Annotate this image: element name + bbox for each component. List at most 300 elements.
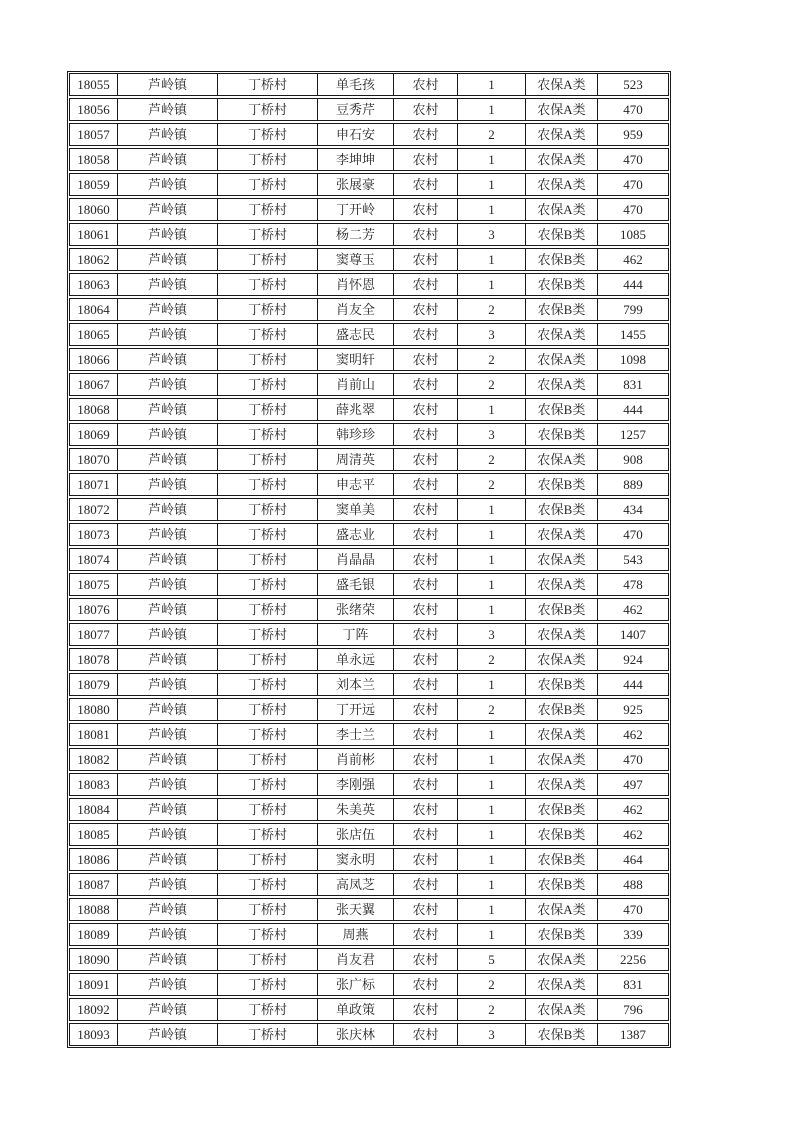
cell-member-count: 1 (458, 724, 526, 745)
cell-amount: 799 (623, 302, 643, 317)
cell-village: 丁桥村 (218, 274, 318, 295)
cell-amount: 1257 (620, 427, 646, 442)
cell-village: 丁桥村 (218, 124, 318, 145)
cell-town: 芦岭镇 (118, 299, 218, 320)
cell-member-count: 1 (458, 674, 526, 695)
cell-town: 芦岭镇 (118, 374, 218, 395)
cell-person-name: 丁开远 (318, 699, 394, 720)
cell-area-type: 农村 (394, 349, 458, 370)
cell-village: 丁桥村 (218, 499, 318, 520)
cell-member-count: 1 (458, 499, 526, 520)
cell-amount: 470 (623, 202, 643, 217)
table-row (69, 98, 669, 121)
cell-village: 丁桥村 (218, 199, 318, 220)
cell-member-count: 1 (458, 899, 526, 920)
cell-person-name: 丁阵 (318, 624, 394, 645)
table-row (69, 498, 669, 521)
cell-amount: 434 (623, 502, 643, 517)
cell-village: 丁桥村 (218, 849, 318, 870)
cell-record-id: 18083 (70, 774, 118, 795)
cell-insurance-category: 农保B类 (526, 674, 598, 695)
cell-town: 芦岭镇 (118, 499, 218, 520)
cell-record-id: 18073 (70, 524, 118, 545)
cell-person-name: 周燕 (318, 924, 394, 945)
cell-member-count: 1 (458, 549, 526, 570)
cell-person-name: 肖前山 (318, 374, 394, 395)
cell-insurance-category: 农保A类 (526, 149, 598, 170)
cell-village: 丁桥村 (218, 999, 318, 1020)
cell-town: 芦岭镇 (118, 124, 218, 145)
cell-area-type: 农村 (394, 699, 458, 720)
table-row (69, 448, 669, 471)
cell-area-type: 农村 (394, 299, 458, 320)
cell-amount: 1098 (620, 352, 646, 367)
cell-town: 芦岭镇 (118, 674, 218, 695)
cell-insurance-category: 农保B类 (526, 424, 598, 445)
cell-amount: 831 (623, 377, 643, 392)
resident-insurance-table (67, 71, 671, 1048)
cell-person-name: 张天翼 (318, 899, 394, 920)
table-row (69, 473, 669, 496)
cell-village: 丁桥村 (218, 1024, 318, 1045)
cell-insurance-category: 农保B类 (526, 849, 598, 870)
cell-village: 丁桥村 (218, 174, 318, 195)
cell-town: 芦岭镇 (118, 224, 218, 245)
table-row (69, 348, 669, 371)
cell-member-count: 2 (458, 124, 526, 145)
cell-insurance-category: 农保A类 (526, 74, 598, 95)
cell-area-type: 农村 (394, 849, 458, 870)
cell-record-id: 18057 (70, 124, 118, 145)
cell-village: 丁桥村 (218, 249, 318, 270)
cell-insurance-category: 农保A类 (526, 449, 598, 470)
cell-person-name: 盛志业 (318, 524, 394, 545)
cell-amount: 444 (623, 677, 643, 692)
cell-record-id: 18074 (70, 549, 118, 570)
cell-member-count: 2 (458, 299, 526, 320)
cell-record-id: 18062 (70, 249, 118, 270)
cell-area-type: 农村 (394, 874, 458, 895)
cell-area-type: 农村 (394, 424, 458, 445)
cell-member-count: 1 (458, 274, 526, 295)
table-row (69, 923, 669, 946)
cell-insurance-category: 农保A类 (526, 649, 598, 670)
cell-record-id: 18070 (70, 449, 118, 470)
cell-member-count: 3 (458, 224, 526, 245)
cell-insurance-category: 农保A类 (526, 324, 598, 345)
cell-village: 丁桥村 (218, 474, 318, 495)
cell-village: 丁桥村 (218, 974, 318, 995)
cell-insurance-category: 农保A类 (526, 749, 598, 770)
cell-record-id: 18092 (70, 999, 118, 1020)
cell-record-id: 18090 (70, 949, 118, 970)
cell-member-count: 3 (458, 424, 526, 445)
table-row (69, 223, 669, 246)
cell-town: 芦岭镇 (118, 724, 218, 745)
cell-area-type: 农村 (394, 799, 458, 820)
cell-insurance-category: 农保A类 (526, 949, 598, 970)
cell-record-id: 18076 (70, 599, 118, 620)
cell-area-type: 农村 (394, 374, 458, 395)
cell-record-id: 18084 (70, 799, 118, 820)
cell-insurance-category: 农保A类 (526, 174, 598, 195)
cell-record-id: 18087 (70, 874, 118, 895)
cell-amount: 464 (623, 852, 643, 867)
cell-village: 丁桥村 (218, 899, 318, 920)
cell-person-name: 刘本兰 (318, 674, 394, 695)
cell-town: 芦岭镇 (118, 199, 218, 220)
cell-person-name: 肖友全 (318, 299, 394, 320)
cell-person-name: 豆秀芹 (318, 99, 394, 120)
cell-member-count: 1 (458, 199, 526, 220)
cell-area-type: 农村 (394, 449, 458, 470)
cell-insurance-category: 农保B类 (526, 874, 598, 895)
table-row (69, 373, 669, 396)
cell-member-count: 1 (458, 599, 526, 620)
cell-area-type: 农村 (394, 899, 458, 920)
cell-town: 芦岭镇 (118, 799, 218, 820)
cell-village: 丁桥村 (218, 224, 318, 245)
cell-insurance-category: 农保B类 (526, 924, 598, 945)
cell-insurance-category: 农保A类 (526, 199, 598, 220)
cell-record-id: 18085 (70, 824, 118, 845)
cell-village: 丁桥村 (218, 724, 318, 745)
cell-member-count: 1 (458, 924, 526, 945)
cell-insurance-category: 农保B类 (526, 299, 598, 320)
cell-amount: 543 (623, 552, 643, 567)
cell-person-name: 李士兰 (318, 724, 394, 745)
table-row (69, 998, 669, 1021)
cell-town: 芦岭镇 (118, 574, 218, 595)
cell-insurance-category: 农保A类 (526, 999, 598, 1020)
cell-insurance-category: 农保B类 (526, 474, 598, 495)
cell-area-type: 农村 (394, 924, 458, 945)
table-row (69, 73, 669, 96)
cell-member-count: 1 (458, 149, 526, 170)
cell-person-name: 盛毛银 (318, 574, 394, 595)
cell-town: 芦岭镇 (118, 924, 218, 945)
cell-insurance-category: 农保B类 (526, 799, 598, 820)
cell-record-id: 18065 (70, 324, 118, 345)
cell-area-type: 农村 (394, 274, 458, 295)
cell-amount: 2256 (620, 952, 646, 967)
cell-village: 丁桥村 (218, 824, 318, 845)
cell-village: 丁桥村 (218, 699, 318, 720)
cell-village: 丁桥村 (218, 949, 318, 970)
cell-amount: 462 (623, 802, 643, 817)
cell-person-name: 单政策 (318, 999, 394, 1020)
cell-area-type: 农村 (394, 624, 458, 645)
cell-village: 丁桥村 (218, 424, 318, 445)
cell-area-type: 农村 (394, 324, 458, 345)
cell-village: 丁桥村 (218, 749, 318, 770)
cell-record-id: 18093 (70, 1024, 118, 1045)
cell-member-count: 2 (458, 474, 526, 495)
cell-village: 丁桥村 (218, 799, 318, 820)
cell-record-id: 18061 (70, 224, 118, 245)
cell-insurance-category: 农保B类 (526, 699, 598, 720)
cell-town: 芦岭镇 (118, 1024, 218, 1045)
cell-person-name: 肖晶晶 (318, 549, 394, 570)
cell-town: 芦岭镇 (118, 749, 218, 770)
table-row (69, 723, 669, 746)
cell-amount: 470 (623, 527, 643, 542)
table-row (69, 648, 669, 671)
cell-record-id: 18071 (70, 474, 118, 495)
cell-person-name: 申志平 (318, 474, 394, 495)
cell-area-type: 农村 (394, 499, 458, 520)
cell-member-count: 2 (458, 974, 526, 995)
cell-village: 丁桥村 (218, 599, 318, 620)
cell-record-id: 18080 (70, 699, 118, 720)
table-row (69, 423, 669, 446)
cell-insurance-category: 农保A类 (526, 974, 598, 995)
table-row (69, 698, 669, 721)
cell-member-count: 2 (458, 999, 526, 1020)
cell-member-count: 3 (458, 1024, 526, 1045)
table-row (69, 548, 669, 571)
table-row (69, 623, 669, 646)
cell-record-id: 18055 (70, 74, 118, 95)
cell-amount: 470 (623, 177, 643, 192)
table-row (69, 148, 669, 171)
cell-amount: 462 (623, 727, 643, 742)
cell-insurance-category: 农保A类 (526, 99, 598, 120)
cell-record-id: 18089 (70, 924, 118, 945)
cell-amount: 462 (623, 827, 643, 842)
cell-insurance-category: 农保B类 (526, 824, 598, 845)
cell-member-count: 1 (458, 574, 526, 595)
cell-area-type: 农村 (394, 599, 458, 620)
cell-village: 丁桥村 (218, 574, 318, 595)
cell-person-name: 肖友君 (318, 949, 394, 970)
cell-area-type: 农村 (394, 949, 458, 970)
cell-area-type: 农村 (394, 549, 458, 570)
cell-amount: 1407 (620, 627, 646, 642)
cell-insurance-category: 农保B类 (526, 274, 598, 295)
cell-area-type: 农村 (394, 574, 458, 595)
cell-town: 芦岭镇 (118, 774, 218, 795)
cell-member-count: 1 (458, 174, 526, 195)
table-row (69, 323, 669, 346)
cell-record-id: 18077 (70, 624, 118, 645)
cell-village: 丁桥村 (218, 374, 318, 395)
cell-member-count: 1 (458, 824, 526, 845)
cell-person-name: 肖怀恩 (318, 274, 394, 295)
cell-record-id: 18081 (70, 724, 118, 745)
cell-village: 丁桥村 (218, 924, 318, 945)
cell-insurance-category: 农保B类 (526, 224, 598, 245)
cell-area-type: 农村 (394, 249, 458, 270)
cell-amount: 796 (623, 1002, 643, 1017)
cell-village: 丁桥村 (218, 74, 318, 95)
cell-area-type: 农村 (394, 1024, 458, 1045)
cell-record-id: 18088 (70, 899, 118, 920)
cell-insurance-category: 农保B类 (526, 499, 598, 520)
cell-insurance-category: 农保A类 (526, 574, 598, 595)
cell-record-id: 18082 (70, 749, 118, 770)
cell-member-count: 2 (458, 649, 526, 670)
cell-area-type: 农村 (394, 774, 458, 795)
cell-person-name: 肖前彬 (318, 749, 394, 770)
cell-insurance-category: 农保A类 (526, 524, 598, 545)
cell-person-name: 周清英 (318, 449, 394, 470)
cell-area-type: 农村 (394, 524, 458, 545)
cell-village: 丁桥村 (218, 399, 318, 420)
cell-person-name: 窦尊玉 (318, 249, 394, 270)
cell-amount: 478 (623, 577, 643, 592)
cell-member-count: 1 (458, 874, 526, 895)
cell-record-id: 18079 (70, 674, 118, 695)
cell-area-type: 农村 (394, 174, 458, 195)
cell-member-count: 1 (458, 99, 526, 120)
cell-town: 芦岭镇 (118, 949, 218, 970)
cell-area-type: 农村 (394, 149, 458, 170)
cell-area-type: 农村 (394, 199, 458, 220)
cell-insurance-category: 农保B类 (526, 249, 598, 270)
cell-person-name: 张广标 (318, 974, 394, 995)
cell-town: 芦岭镇 (118, 99, 218, 120)
cell-town: 芦岭镇 (118, 899, 218, 920)
cell-area-type: 农村 (394, 74, 458, 95)
table-row (69, 248, 669, 271)
cell-town: 芦岭镇 (118, 274, 218, 295)
table-row (69, 1023, 669, 1046)
table-row (69, 773, 669, 796)
table-row (69, 948, 669, 971)
cell-amount: 470 (623, 152, 643, 167)
cell-town: 芦岭镇 (118, 399, 218, 420)
cell-member-count: 3 (458, 324, 526, 345)
cell-record-id: 18072 (70, 499, 118, 520)
cell-amount: 925 (623, 702, 643, 717)
cell-amount: 488 (623, 877, 643, 892)
table-row (69, 198, 669, 221)
cell-record-id: 18075 (70, 574, 118, 595)
cell-record-id: 18066 (70, 349, 118, 370)
cell-amount: 462 (623, 602, 643, 617)
cell-area-type: 农村 (394, 724, 458, 745)
cell-town: 芦岭镇 (118, 824, 218, 845)
cell-village: 丁桥村 (218, 774, 318, 795)
cell-village: 丁桥村 (218, 524, 318, 545)
cell-record-id: 18058 (70, 149, 118, 170)
cell-town: 芦岭镇 (118, 649, 218, 670)
cell-member-count: 1 (458, 74, 526, 95)
table-row (69, 573, 669, 596)
cell-person-name: 张店伍 (318, 824, 394, 845)
table-row (69, 673, 669, 696)
cell-record-id: 18086 (70, 849, 118, 870)
cell-amount: 470 (623, 752, 643, 767)
cell-area-type: 农村 (394, 824, 458, 845)
cell-person-name: 张展豪 (318, 174, 394, 195)
cell-member-count: 1 (458, 399, 526, 420)
cell-town: 芦岭镇 (118, 874, 218, 895)
cell-insurance-category: 农保B类 (526, 1024, 598, 1045)
cell-town: 芦岭镇 (118, 524, 218, 545)
cell-member-count: 1 (458, 249, 526, 270)
cell-town: 芦岭镇 (118, 349, 218, 370)
cell-record-id: 18067 (70, 374, 118, 395)
cell-person-name: 单毛孩 (318, 74, 394, 95)
cell-member-count: 2 (458, 349, 526, 370)
table-row (69, 298, 669, 321)
cell-town: 芦岭镇 (118, 849, 218, 870)
cell-amount: 889 (623, 477, 643, 492)
cell-town: 芦岭镇 (118, 449, 218, 470)
cell-town: 芦岭镇 (118, 599, 218, 620)
cell-insurance-category: 农保A类 (526, 899, 598, 920)
cell-insurance-category: 农保A类 (526, 774, 598, 795)
cell-member-count: 1 (458, 749, 526, 770)
cell-insurance-category: 农保A类 (526, 374, 598, 395)
cell-area-type: 农村 (394, 399, 458, 420)
cell-town: 芦岭镇 (118, 474, 218, 495)
cell-amount: 831 (623, 977, 643, 992)
cell-amount: 462 (623, 252, 643, 267)
cell-amount: 924 (623, 652, 643, 667)
cell-member-count: 2 (458, 699, 526, 720)
cell-amount: 908 (623, 452, 643, 467)
cell-village: 丁桥村 (218, 324, 318, 345)
table-row (69, 873, 669, 896)
cell-record-id: 18064 (70, 299, 118, 320)
cell-area-type: 农村 (394, 974, 458, 995)
cell-insurance-category: 农保A类 (526, 124, 598, 145)
cell-member-count: 1 (458, 524, 526, 545)
cell-person-name: 韩珍珍 (318, 424, 394, 445)
cell-town: 芦岭镇 (118, 74, 218, 95)
cell-member-count: 2 (458, 449, 526, 470)
cell-record-id: 18091 (70, 974, 118, 995)
cell-area-type: 农村 (394, 674, 458, 695)
cell-amount: 444 (623, 277, 643, 292)
cell-village: 丁桥村 (218, 674, 318, 695)
cell-area-type: 农村 (394, 124, 458, 145)
cell-amount: 470 (623, 102, 643, 117)
cell-town: 芦岭镇 (118, 174, 218, 195)
cell-member-count: 2 (458, 374, 526, 395)
cell-person-name: 窦永明 (318, 849, 394, 870)
table-row (69, 748, 669, 771)
cell-record-id: 18060 (70, 199, 118, 220)
cell-town: 芦岭镇 (118, 974, 218, 995)
cell-village: 丁桥村 (218, 649, 318, 670)
table-row (69, 123, 669, 146)
cell-amount: 339 (623, 927, 643, 942)
cell-record-id: 18056 (70, 99, 118, 120)
cell-person-name: 单永远 (318, 649, 394, 670)
cell-amount: 523 (623, 77, 643, 92)
cell-town: 芦岭镇 (118, 699, 218, 720)
table-row (69, 798, 669, 821)
cell-member-count: 1 (458, 849, 526, 870)
cell-record-id: 18068 (70, 399, 118, 420)
cell-area-type: 农村 (394, 474, 458, 495)
table-row (69, 523, 669, 546)
cell-amount: 470 (623, 902, 643, 917)
cell-record-id: 18069 (70, 424, 118, 445)
cell-area-type: 农村 (394, 224, 458, 245)
cell-town: 芦岭镇 (118, 999, 218, 1020)
cell-town: 芦岭镇 (118, 624, 218, 645)
cell-person-name: 李坤坤 (318, 149, 394, 170)
cell-record-id: 18078 (70, 649, 118, 670)
cell-amount: 1455 (620, 327, 646, 342)
cell-town: 芦岭镇 (118, 249, 218, 270)
cell-person-name: 张绪荣 (318, 599, 394, 620)
